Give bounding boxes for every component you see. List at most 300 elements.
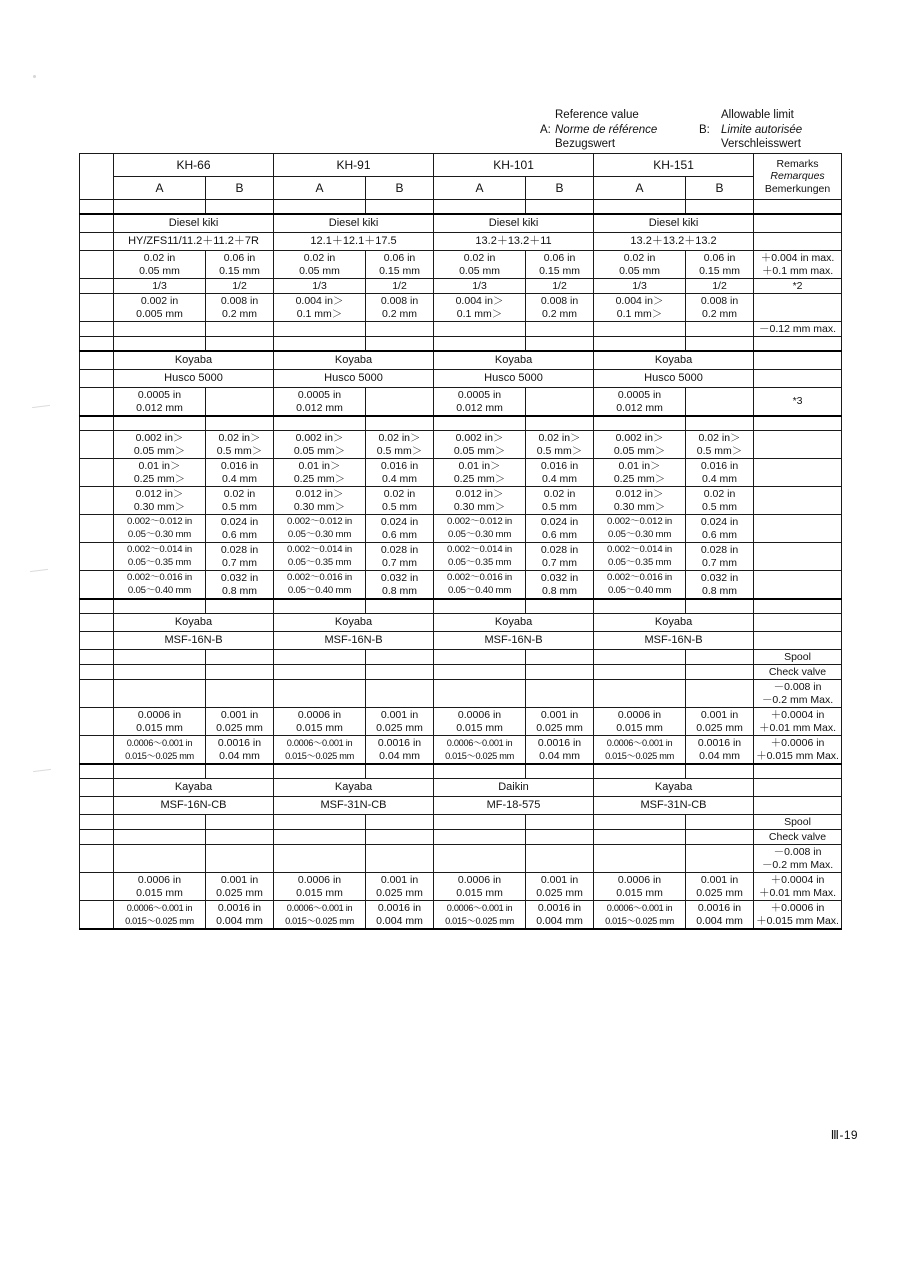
table-row xyxy=(80,650,842,665)
value-cell-a: 0.004 in＞ 0.1 mm＞ xyxy=(274,294,366,322)
maker-name: Koyaba xyxy=(114,351,274,370)
value-cell-b xyxy=(366,665,434,680)
value-cell-a: 0.002～0.016 in 0.05～0.40 mm xyxy=(274,571,366,600)
value-cell-b xyxy=(526,845,594,873)
table-row xyxy=(80,815,842,830)
value-cell-a xyxy=(114,815,206,830)
spacer-cell xyxy=(594,599,686,614)
spacer-cell xyxy=(686,337,754,352)
value-cell-a: 0.002～0.012 in 0.05～0.30 mm xyxy=(594,515,686,543)
value-cell-a xyxy=(594,845,686,873)
value-cell-b xyxy=(206,830,274,845)
remarks-cell: ＋0.0004 in ＋0.01 mm Max. xyxy=(754,873,842,901)
spacer-cell xyxy=(206,416,274,431)
remarks-cell xyxy=(754,351,842,370)
table-row xyxy=(80,200,842,215)
model-number: 13.2＋13.2＋11 xyxy=(434,233,594,251)
row-label xyxy=(80,845,114,873)
value-cell-a xyxy=(274,830,366,845)
table-row xyxy=(80,337,842,352)
value-cell-a xyxy=(434,680,526,708)
block-label xyxy=(80,797,114,815)
maker-name: Koyaba xyxy=(274,614,434,632)
block-label xyxy=(80,233,114,251)
value-cell-a xyxy=(594,665,686,680)
value-cell-b xyxy=(526,815,594,830)
table-row xyxy=(80,665,842,680)
remarks-cell xyxy=(754,797,842,815)
model-number: MSF-16N-B xyxy=(114,632,274,650)
value-cell-b xyxy=(686,322,754,337)
table-row xyxy=(80,901,842,930)
value-cell-a: 0.002～0.012 in 0.05～0.30 mm xyxy=(274,515,366,543)
spacer-cell xyxy=(206,200,274,215)
value-cell-a xyxy=(114,830,206,845)
legend-key-a: A: xyxy=(540,123,551,136)
value-cell-b xyxy=(526,650,594,665)
maker-name: Koyaba xyxy=(434,351,594,370)
remarks-cell xyxy=(754,370,842,388)
value-cell-b: 0.032 in 0.8 mm xyxy=(366,571,434,600)
page-number: Ⅲ-19 xyxy=(830,1128,858,1142)
maker-name: Koyaba xyxy=(594,351,754,370)
value-cell-a: 0.0006 in 0.015 mm xyxy=(434,708,526,736)
value-cell-b xyxy=(206,322,274,337)
value-cell-a xyxy=(114,665,206,680)
remarks-cell: ＋0.0006 in ＋0.015 mm Max. xyxy=(754,901,842,930)
value-cell-b xyxy=(526,680,594,708)
value-cell-a: 0.02 in 0.05 mm xyxy=(114,251,206,279)
row-label xyxy=(80,571,114,600)
legend-a-english: Reference value xyxy=(555,109,639,121)
value-cell-a xyxy=(434,650,526,665)
spacer-cell xyxy=(434,764,526,779)
legend-block xyxy=(540,108,802,152)
model-number: MSF-16N-B xyxy=(434,632,594,650)
remarks-cell: Spool xyxy=(754,650,842,665)
spacer-cell xyxy=(114,416,206,431)
value-cell-b: 0.06 in 0.15 mm xyxy=(526,251,594,279)
spacer-cell xyxy=(526,416,594,431)
value-cell-a xyxy=(274,815,366,830)
value-cell-b: 0.0016 in 0.004 mm xyxy=(206,901,274,930)
value-cell-a: 0.012 in＞ 0.30 mm＞ xyxy=(274,487,366,515)
value-cell-b xyxy=(366,845,434,873)
value-cell-a xyxy=(114,650,206,665)
model-number: 13.2＋13.2＋13.2 xyxy=(594,233,754,251)
value-cell-b: 0.0016 in 0.04 mm xyxy=(206,736,274,765)
value-cell-b: 1/2 xyxy=(366,279,434,294)
value-cell-a: 0.002～0.012 in 0.05～0.30 mm xyxy=(114,515,206,543)
column-group-kh-101: KH-101 xyxy=(434,154,594,177)
table-row xyxy=(80,233,842,251)
maker-name: Koyaba xyxy=(114,614,274,632)
value-cell-b: 0.001 in 0.025 mm xyxy=(366,708,434,736)
table-row xyxy=(80,214,842,233)
value-cell-b xyxy=(366,680,434,708)
value-cell-b xyxy=(686,815,754,830)
value-cell-a xyxy=(434,815,526,830)
value-cell-b xyxy=(366,650,434,665)
value-cell-b: 0.02 in＞ 0.5 mm＞ xyxy=(686,431,754,459)
table-row xyxy=(80,764,842,779)
scan-artifact xyxy=(30,569,48,572)
row-label xyxy=(80,901,114,930)
value-cell-a: 0.0006 in 0.015 mm xyxy=(274,873,366,901)
row-label xyxy=(80,736,114,765)
spacer-cell xyxy=(366,416,434,431)
remarks-cell: *3 xyxy=(754,388,842,417)
legend-b-french: Limite autorisée xyxy=(721,123,803,136)
maker-name: Koyaba xyxy=(274,351,434,370)
value-cell-a xyxy=(434,665,526,680)
value-cell-b: 0.024 in 0.6 mm xyxy=(686,515,754,543)
spacer-remarks xyxy=(754,337,842,352)
table-row xyxy=(80,370,842,388)
value-cell-a: 0.002 in＞ 0.05 mm＞ xyxy=(114,431,206,459)
legend-spacer-a2 xyxy=(540,137,555,152)
value-cell-b xyxy=(526,322,594,337)
table-row xyxy=(80,416,842,431)
value-cell-b: 0.02 in 0.5 mm xyxy=(686,487,754,515)
spacer-cell xyxy=(594,200,686,215)
remarks-cell: Check valve xyxy=(754,830,842,845)
remarks-cell xyxy=(754,431,842,459)
remarks-cell xyxy=(754,779,842,797)
value-cell-a: 0.01 in＞ 0.25 mm＞ xyxy=(594,459,686,487)
value-cell-a: 0.0005 in 0.012 mm xyxy=(594,388,686,417)
value-cell-a: 0.0006 in 0.015 mm xyxy=(594,708,686,736)
value-cell-a xyxy=(274,650,366,665)
row-label xyxy=(80,708,114,736)
table-row xyxy=(80,680,842,708)
value-cell-b xyxy=(366,322,434,337)
value-cell-a xyxy=(434,830,526,845)
maker-name: Kayaba xyxy=(594,779,754,797)
value-cell-b xyxy=(526,388,594,417)
value-cell-b: 0.02 in＞ 0.5 mm＞ xyxy=(366,431,434,459)
value-cell-a xyxy=(274,665,366,680)
specification-table-body xyxy=(80,154,842,930)
row-label xyxy=(80,680,114,708)
value-cell-b: 0.001 in 0.025 mm xyxy=(526,708,594,736)
maker-name: Kayaba xyxy=(274,779,434,797)
spacer-remarks xyxy=(754,599,842,614)
legend-a-german: Bezugswert xyxy=(555,138,616,150)
block-label xyxy=(80,779,114,797)
spacer-cell xyxy=(594,764,686,779)
table-row xyxy=(80,515,842,543)
value-cell-b: 0.008 in 0.2 mm xyxy=(366,294,434,322)
block-label xyxy=(80,214,114,233)
spacer-cell xyxy=(526,599,594,614)
value-cell-b: 0.032 in 0.8 mm xyxy=(206,571,274,600)
remarks-cell: Spool xyxy=(754,815,842,830)
value-cell-a: 0.0006 in 0.015 mm xyxy=(594,873,686,901)
model-number: HY/ZFS11/11.2＋11.2＋7R xyxy=(114,233,274,251)
row-label xyxy=(80,515,114,543)
value-cell-b: 0.02 in＞ 0.5 mm＞ xyxy=(526,431,594,459)
value-cell-b: 0.008 in 0.2 mm xyxy=(686,294,754,322)
value-cell-b xyxy=(206,388,274,417)
maker-name: Kayaba xyxy=(114,779,274,797)
spacer-label xyxy=(80,764,114,779)
value-cell-b: 1/2 xyxy=(686,279,754,294)
value-cell-a: 0.002～0.014 in 0.05～0.35 mm xyxy=(434,543,526,571)
value-cell-b: 0.0016 in 0.004 mm xyxy=(526,901,594,930)
value-cell-a: 0.0006 in 0.015 mm xyxy=(274,708,366,736)
value-cell-a: 0.0006～0.001 in 0.015～0.025 mm xyxy=(274,901,366,930)
legend-b-english: Allowable limit xyxy=(721,109,794,121)
value-cell-b: 0.06 in 0.15 mm xyxy=(206,251,274,279)
subheader-a-kh-101: A xyxy=(434,177,526,200)
spacer-cell xyxy=(526,337,594,352)
value-cell-a xyxy=(434,845,526,873)
scan-artifact xyxy=(32,405,50,408)
value-cell-b: 0.024 in 0.6 mm xyxy=(206,515,274,543)
row-label xyxy=(80,294,114,322)
spacer-cell xyxy=(594,416,686,431)
model-number: MSF-16N-B xyxy=(594,632,754,650)
value-cell-a: 0.0006～0.001 in 0.015～0.025 mm xyxy=(594,901,686,930)
spacer-cell xyxy=(434,200,526,215)
model-number: MSF-31N-CB xyxy=(594,797,754,815)
table-row xyxy=(80,845,842,873)
subheader-b-kh-101: B xyxy=(526,177,594,200)
value-cell-a: 0.01 in＞ 0.25 mm＞ xyxy=(274,459,366,487)
spacer-cell xyxy=(206,337,274,352)
column-group-kh-66: KH-66 xyxy=(114,154,274,177)
scan-artifact xyxy=(33,75,36,78)
specification-table-wrapper xyxy=(79,153,839,930)
value-cell-b xyxy=(206,845,274,873)
table-row xyxy=(80,251,842,279)
remarks-cell xyxy=(754,487,842,515)
value-cell-b xyxy=(366,830,434,845)
table-row xyxy=(80,599,842,614)
spacer-cell xyxy=(274,764,366,779)
remarks-cell xyxy=(754,233,842,251)
row-label xyxy=(80,815,114,830)
spacer-cell xyxy=(366,599,434,614)
spacer-cell xyxy=(366,200,434,215)
table-row xyxy=(80,177,842,200)
table-row xyxy=(80,351,842,370)
value-cell-a: 0.01 in＞ 0.25 mm＞ xyxy=(114,459,206,487)
table-row xyxy=(80,154,842,177)
value-cell-b: 0.0016 in 0.004 mm xyxy=(686,901,754,930)
spacer-cell xyxy=(274,200,366,215)
value-cell-a xyxy=(114,680,206,708)
value-cell-b: 0.032 in 0.8 mm xyxy=(526,571,594,600)
row-label xyxy=(80,665,114,680)
scan-artifact xyxy=(33,769,51,772)
model-number: Husco 5000 xyxy=(114,370,274,388)
spacer-label xyxy=(80,599,114,614)
remarks-cell: ＋0.0004 in ＋0.01 mm Max. xyxy=(754,708,842,736)
value-cell-a xyxy=(114,845,206,873)
spacer-cell xyxy=(274,599,366,614)
legend-b-german: Verschleisswert xyxy=(721,138,801,150)
value-cell-b xyxy=(206,665,274,680)
subheader-b-kh-151: B xyxy=(686,177,754,200)
specification-table xyxy=(79,153,842,930)
table-row xyxy=(80,797,842,815)
value-cell-b xyxy=(206,680,274,708)
value-cell-b: 0.028 in 0.7 mm xyxy=(366,543,434,571)
value-cell-a xyxy=(114,322,206,337)
row-label-column xyxy=(80,154,114,200)
legend-key-b: B: xyxy=(699,123,710,136)
value-cell-a: 0.0006～0.001 in 0.015～0.025 mm xyxy=(594,736,686,765)
remarks-cell: －0.12 mm max. xyxy=(754,322,842,337)
value-cell-a: 0.002～0.014 in 0.05～0.35 mm xyxy=(274,543,366,571)
value-cell-a: 0.002 in 0.005 mm xyxy=(114,294,206,322)
value-cell-b: 0.024 in 0.6 mm xyxy=(526,515,594,543)
maker-name: Daikin xyxy=(434,779,594,797)
value-cell-a: 0.0005 in 0.012 mm xyxy=(434,388,526,417)
spacer-cell xyxy=(686,764,754,779)
table-row xyxy=(80,779,842,797)
spacer-cell xyxy=(366,337,434,352)
value-cell-a: 0.012 in＞ 0.30 mm＞ xyxy=(114,487,206,515)
subheader-b-kh-91: B xyxy=(366,177,434,200)
value-cell-a: 0.002～0.014 in 0.05～0.35 mm xyxy=(114,543,206,571)
legend-spacer-b2 xyxy=(693,137,721,152)
maker-name: Diesel kiki xyxy=(434,214,594,233)
block-label xyxy=(80,370,114,388)
value-cell-b: 0.001 in 0.025 mm xyxy=(366,873,434,901)
spacer-cell xyxy=(686,599,754,614)
value-cell-a: 0.0006 in 0.015 mm xyxy=(114,873,206,901)
row-label xyxy=(80,650,114,665)
value-cell-a xyxy=(274,322,366,337)
value-cell-a: 0.002～0.016 in 0.05～0.40 mm xyxy=(114,571,206,600)
value-cell-b: 0.02 in＞ 0.5 mm＞ xyxy=(206,431,274,459)
value-cell-a xyxy=(274,680,366,708)
value-cell-b xyxy=(686,680,754,708)
table-row xyxy=(80,571,842,600)
table-row xyxy=(80,279,842,294)
model-number: MSF-31N-CB xyxy=(274,797,434,815)
value-cell-a: 0.012 in＞ 0.30 mm＞ xyxy=(434,487,526,515)
value-cell-b: 0.0016 in 0.04 mm xyxy=(526,736,594,765)
value-cell-a xyxy=(594,815,686,830)
row-label xyxy=(80,431,114,459)
remarks-cell xyxy=(754,515,842,543)
value-cell-b: 0.0016 in 0.04 mm xyxy=(366,736,434,765)
value-cell-b xyxy=(686,830,754,845)
block-label xyxy=(80,351,114,370)
table-row xyxy=(80,294,842,322)
row-label xyxy=(80,487,114,515)
value-cell-b: 0.016 in 0.4 mm xyxy=(206,459,274,487)
value-cell-a: 0.02 in 0.05 mm xyxy=(274,251,366,279)
row-label xyxy=(80,279,114,294)
model-number: Husco 5000 xyxy=(434,370,594,388)
table-row xyxy=(80,388,842,417)
value-cell-b: 0.02 in 0.5 mm xyxy=(526,487,594,515)
value-cell-b: 1/2 xyxy=(206,279,274,294)
value-cell-a: 0.0006 in 0.015 mm xyxy=(114,708,206,736)
value-cell-b: 0.02 in 0.5 mm xyxy=(366,487,434,515)
value-cell-a: 0.02 in 0.05 mm xyxy=(434,251,526,279)
spacer-cell xyxy=(526,200,594,215)
value-cell-a: 0.0006～0.001 in 0.015～0.025 mm xyxy=(434,736,526,765)
subheader-a-kh-66: A xyxy=(114,177,206,200)
row-label xyxy=(80,830,114,845)
value-cell-a: 0.004 in＞ 0.1 mm＞ xyxy=(594,294,686,322)
value-cell-a: 0.0006～0.001 in 0.015～0.025 mm xyxy=(114,901,206,930)
value-cell-a: 0.0006～0.001 in 0.015～0.025 mm xyxy=(114,736,206,765)
spacer-cell xyxy=(206,764,274,779)
value-cell-b: 0.028 in 0.7 mm xyxy=(686,543,754,571)
spacer-cell xyxy=(274,416,366,431)
row-label xyxy=(80,388,114,417)
value-cell-a xyxy=(434,322,526,337)
value-cell-a xyxy=(594,830,686,845)
legend-a-french: Norme de référence xyxy=(555,123,658,136)
spacer-cell xyxy=(526,764,594,779)
table-row xyxy=(80,873,842,901)
table-row xyxy=(80,736,842,765)
maker-name: Diesel kiki xyxy=(274,214,434,233)
value-cell-b xyxy=(366,388,434,417)
subheader-b-kh-66: B xyxy=(206,177,274,200)
value-cell-b xyxy=(366,815,434,830)
model-number: MF-18-575 xyxy=(434,797,594,815)
value-cell-b: 0.028 in 0.7 mm xyxy=(526,543,594,571)
spacer-cell xyxy=(434,337,526,352)
value-cell-b: 0.001 in 0.025 mm xyxy=(526,873,594,901)
value-cell-b: 0.008 in 0.2 mm xyxy=(206,294,274,322)
spacer-cell xyxy=(686,200,754,215)
value-cell-b: 0.016 in 0.4 mm xyxy=(686,459,754,487)
table-row xyxy=(80,431,842,459)
remarks-cell xyxy=(754,459,842,487)
value-cell-b: 0.024 in 0.6 mm xyxy=(366,515,434,543)
value-cell-b: 0.028 in 0.7 mm xyxy=(206,543,274,571)
table-row xyxy=(80,614,842,632)
table-row xyxy=(80,459,842,487)
model-number: 12.1＋12.1＋17.5 xyxy=(274,233,434,251)
model-number: Husco 5000 xyxy=(274,370,434,388)
value-cell-b xyxy=(526,665,594,680)
model-number: Husco 5000 xyxy=(594,370,754,388)
table-row xyxy=(80,487,842,515)
spacer-remarks xyxy=(754,416,842,431)
value-cell-a: 0.002～0.014 in 0.05～0.35 mm xyxy=(594,543,686,571)
subheader-a-kh-91: A xyxy=(274,177,366,200)
spacer-remarks xyxy=(754,764,842,779)
spacer-label xyxy=(80,200,114,215)
value-cell-a: 0.002 in＞ 0.05 mm＞ xyxy=(274,431,366,459)
table-row xyxy=(80,543,842,571)
remarks-cell: *2 xyxy=(754,279,842,294)
model-number: MSF-16N-B xyxy=(274,632,434,650)
spacer-cell xyxy=(686,416,754,431)
spacer-remarks xyxy=(754,200,842,215)
value-cell-b xyxy=(686,665,754,680)
row-label xyxy=(80,873,114,901)
value-cell-a xyxy=(594,650,686,665)
value-cell-a: 0.0005 in 0.012 mm xyxy=(274,388,366,417)
row-label xyxy=(80,322,114,337)
row-label xyxy=(80,251,114,279)
legend-spacer-b xyxy=(693,108,721,123)
remarks-cell: ＋0.0006 in ＋0.015 mm Max. xyxy=(754,736,842,765)
maker-name: Diesel kiki xyxy=(114,214,274,233)
